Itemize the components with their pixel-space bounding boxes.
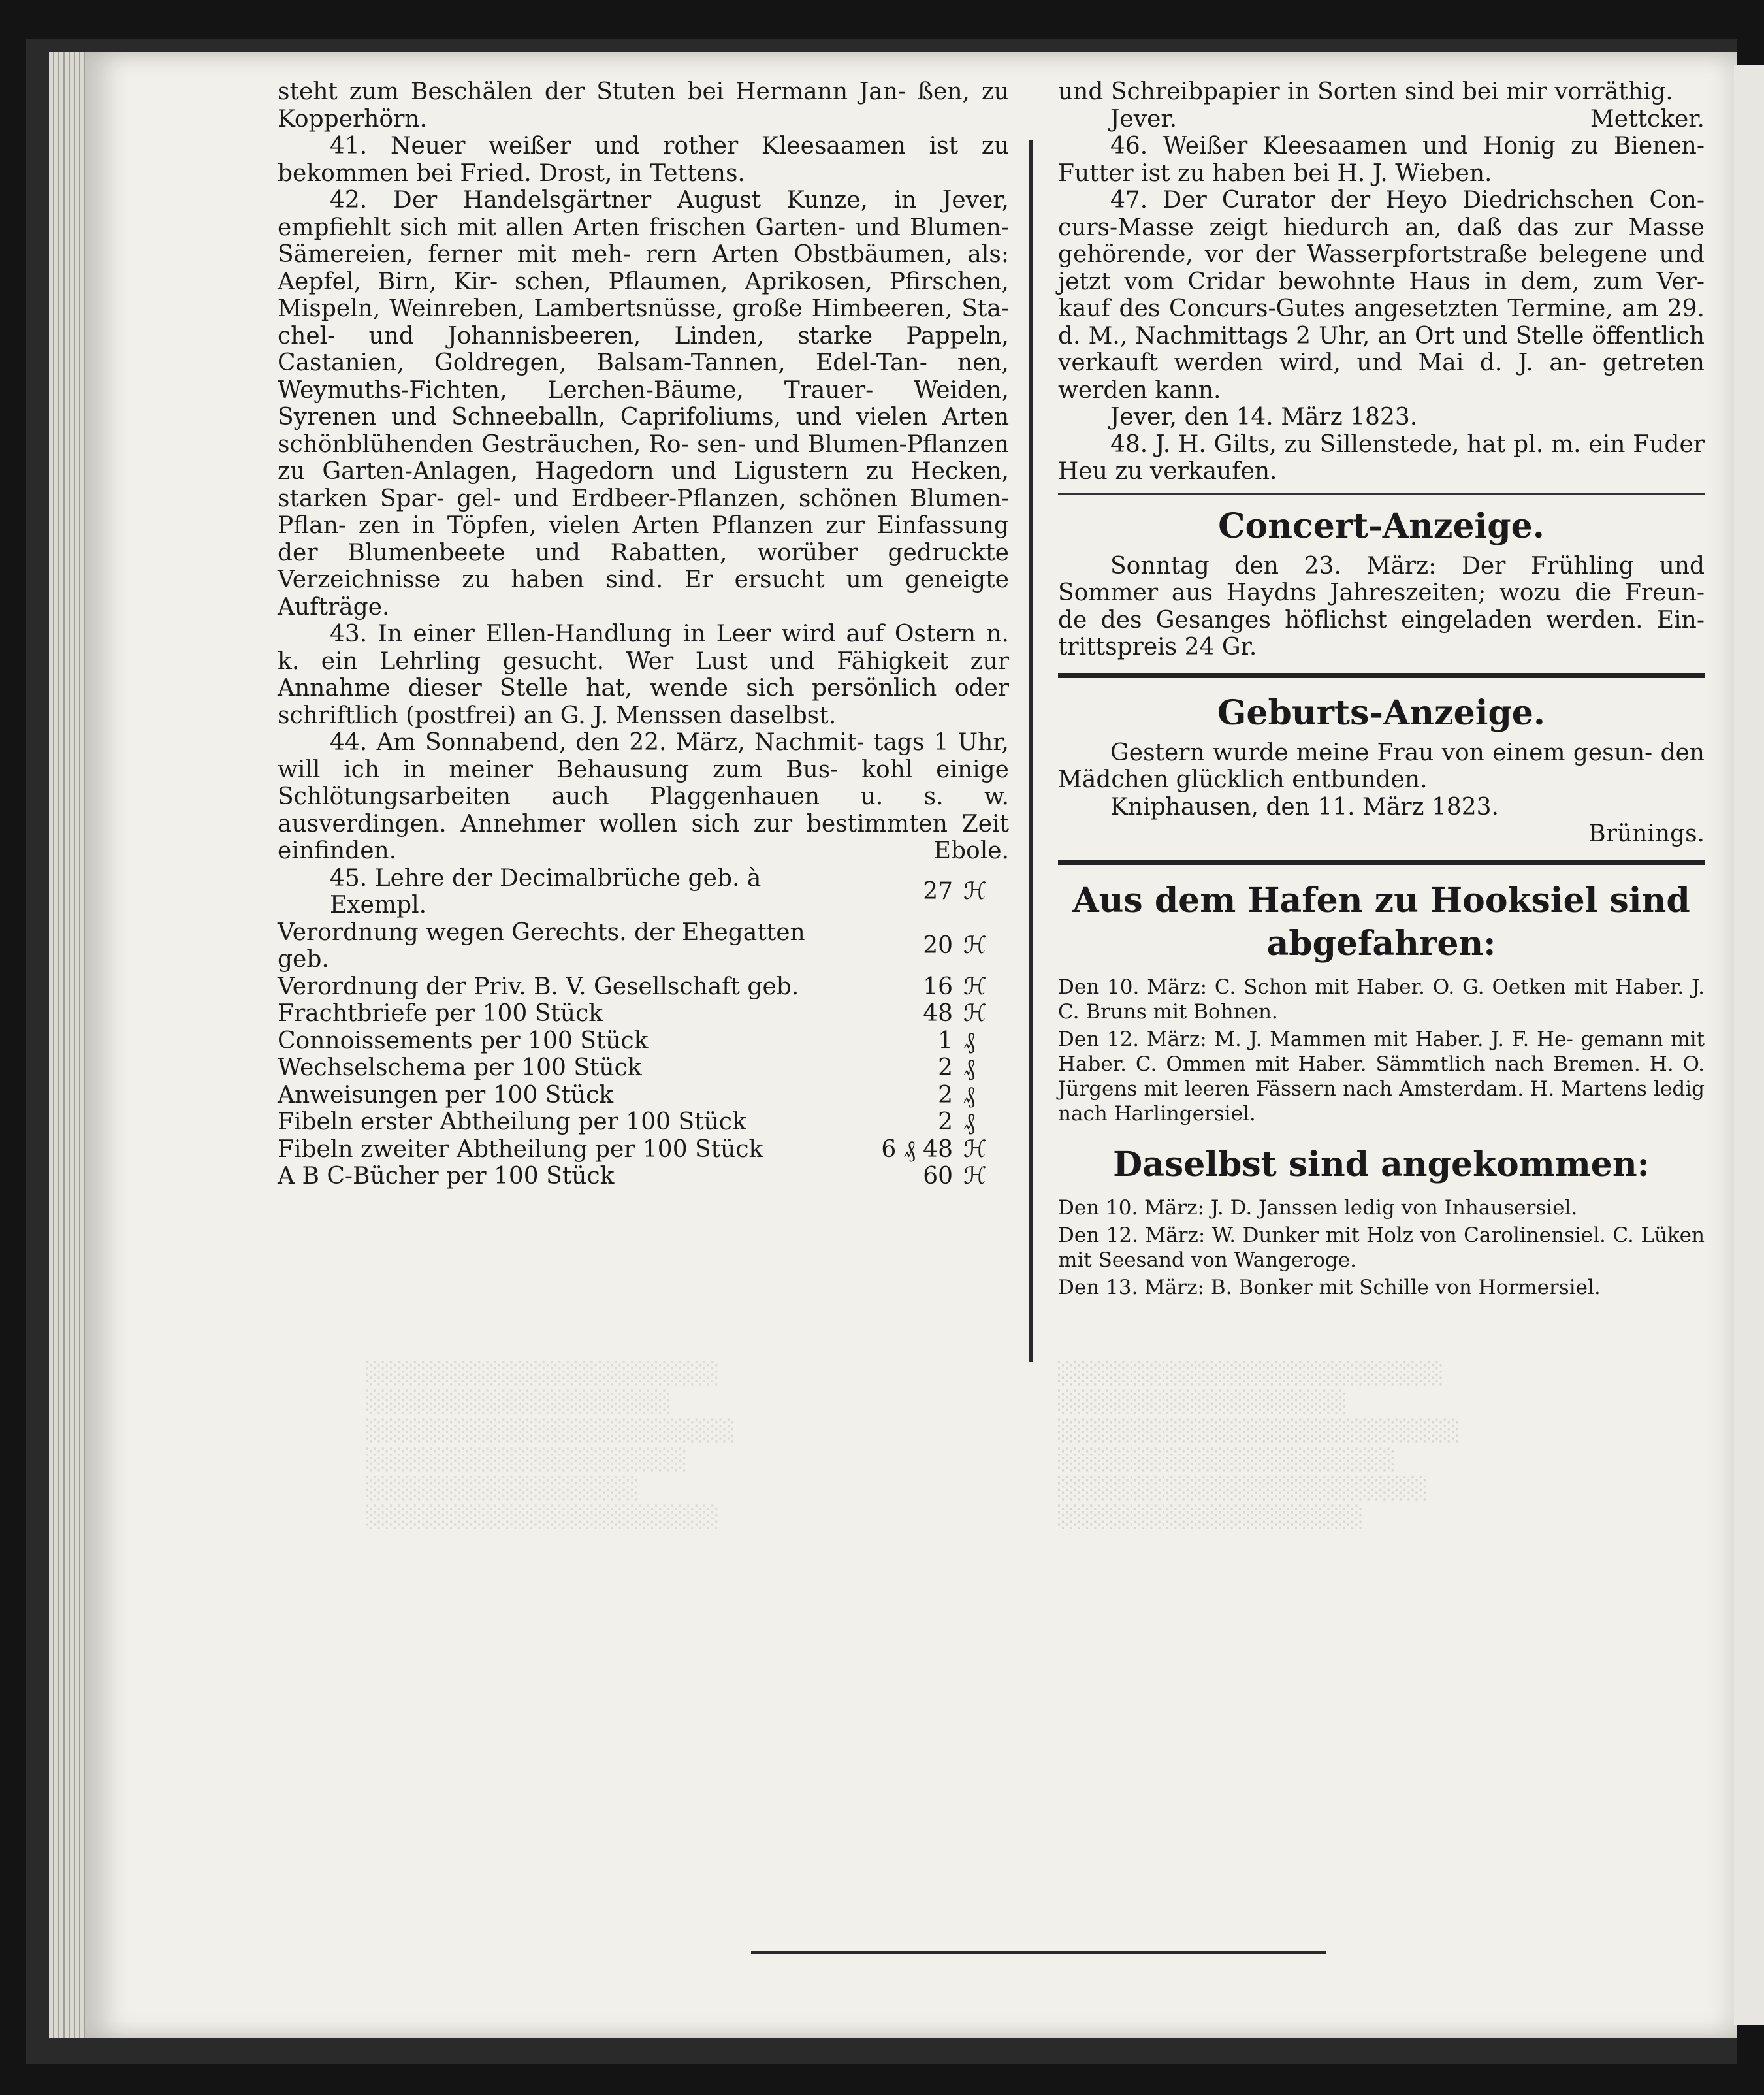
bottom-rule	[751, 1951, 1326, 1954]
price-item: Fibeln erster Abtheilung per 100 Stück	[278, 1109, 746, 1135]
departed-entry: Den 12. März: M. J. Mammen mit Haber. J. F. He- gemann mit Haber. C. Ommen mit Haber. Sämmtlich nach Bremen. H. O. Jürgens mit leeren Fässern nach Amsterdam. H. Martens ledig nach Harlingersiel.	[1058, 1027, 1705, 1126]
price-value: 48	[923, 1000, 953, 1027]
departed-heading: Aus dem Hafen zu Hooksiel sind abgefahren:	[1072, 880, 1690, 964]
price-item: 45. Lehre der Decimalbrüche geb. à Exempl.	[330, 864, 762, 918]
next-page-edge	[1734, 65, 1764, 2025]
price-value: 2	[938, 1109, 953, 1135]
price-item: Anweisungen per 100 Stück	[278, 1081, 614, 1109]
price-unit: ₰	[963, 1081, 975, 1109]
notice-45-place: Jever.	[1110, 105, 1178, 133]
price-value: 2	[938, 1054, 953, 1081]
price-unit: ℋ	[963, 932, 987, 960]
section-rule	[1058, 860, 1705, 865]
price-row	[278, 865, 1009, 919]
notice-45-continuation: und Schreibpapier in Sorten sind bei mir vorräthig.	[1058, 78, 1673, 105]
price-unit: ℋ	[963, 973, 987, 1000]
price-unit: ℋ	[963, 878, 987, 905]
bleed-through-text-left: ░░░░░░░░░░░░░░░░░░░░░░ ░░░░░░░░░░░░░░░░░░░ ░░░░░░░░░░░░░░░░░░░░░░░ ░░░░░░░░░░░░░░░░░░░░ ░░░░░░░░░░░░░░░░░ ░░░░░░░░░░░░░░░░░░░░░░	[366, 1361, 736, 1529]
notice-45-signature-line	[1058, 106, 1705, 133]
price-item: A B C-Bücher per 100 Stück	[278, 1163, 615, 1190]
price-value: 27	[923, 878, 953, 905]
price-row	[278, 1082, 1009, 1109]
arrived-list	[1058, 1195, 1705, 1300]
column-divider	[1029, 140, 1033, 1362]
birth-place: Kniphausen, den 11. März 1823.	[1110, 793, 1499, 820]
price-value: 60	[923, 1163, 953, 1190]
price-row	[278, 1000, 1009, 1028]
price-value: 6 ₰ 48	[881, 1135, 953, 1163]
notice-45-signature: Mettcker.	[1590, 105, 1705, 133]
departed-list	[1058, 975, 1705, 1126]
section-rule	[1058, 673, 1705, 678]
concert-text: Sonntag den 23. März: Der Frühling und Sommer aus Haydns Jahreszeiten; wozu die Freun- de des Gesanges höflichst eingeladen werden. Ein- trittspreis 24 Gr.	[1058, 552, 1705, 660]
price-item: Connoissements per 100 Stück	[278, 1027, 649, 1054]
birth-text: Gestern wurde meine Frau von einem gesun- den Mädchen glücklich entbunden.	[1058, 739, 1705, 793]
price-item: Wechselschema per 100 Stück	[278, 1054, 642, 1081]
notice-41: 41. Neuer weißer und rother Kleesaamen ist zu bekommen bei Fried. Drost, in Tettens.	[278, 133, 1009, 187]
price-value: 20	[923, 932, 953, 960]
price-row	[278, 973, 1009, 1001]
price-unit: ₰	[963, 1027, 975, 1054]
price-item: Verordnung der Priv. B. V. Gesellschaft geb.	[278, 973, 799, 1000]
departed-entry: Den 10. März: C. Schon mit Haber. O. G. Oetken mit Haber. J. C. Bruns mit Bohnen.	[1058, 975, 1705, 1024]
price-unit: ℋ	[963, 1163, 987, 1190]
notice-46: 46. Weißer Kleesaamen und Honig zu Bienen- Futter ist zu haben bei H. J. Wieben.	[1058, 133, 1705, 187]
arrived-entry: Den 10. März: J. D. Janssen ledig von Inhausersiel.	[1058, 1195, 1578, 1220]
price-row	[278, 1054, 1009, 1082]
arrived-entry: Den 12. März: W. Dunker mit Holz von Carolinensiel. C. Lüken mit Seesand von Wangeroge.	[1058, 1223, 1705, 1272]
page-edges	[49, 52, 88, 2038]
notice-44	[278, 729, 1009, 865]
notice-42: 42. Der Handelsgärtner August Kunze, in Jever, empfiehlt sich mit allen Arten frischen Garten- und Blumen-Sämereien, ferner mit meh- rern Arten Obstbäumen, als: Aepfel, Birn, Kir- schen, Pflaumen, Aprikosen, Pfirschen, Mispeln, Weinreben, Lambertsnüsse, große Himbeeren, Sta- chel- und Johannisbeeren, Linden, starke Pappeln, Castanien, Goldregen, Balsam-Tannen, Edel-Tan- nen, Weymuths-Fichten, Lerchen-Bäume, Trauer- Weiden, Syrenen und Schneeballn, Caprifoliums, und vielen Arten schönblühenden Gesträuchen, Ro- sen- und Blumen-Pflanzen zu Garten-Anlagen, Hagedorn und Ligustern zu Hecken, starken Spar- gel- und Erdbeer-Pflanzen, schönen Blumen-Pflan- zen in Töpfen, vielen Arten Pflanzen zur Einfassung der Blumenbeete und Rabatten, worüber gedruckte Verzeichnisse zu haben sind. Er ersucht um geneigte Aufträge.	[278, 187, 1009, 621]
concert-heading: Concert-Anzeige.	[1218, 506, 1545, 546]
arrived-heading: Daselbst sind angekommen:	[1113, 1144, 1650, 1184]
price-item: Verordnung wegen Gerechts. der Ehegatten geb.	[278, 918, 805, 973]
price-unit: ₰	[963, 1109, 975, 1135]
notice-44-signature: Ebole.	[933, 837, 1009, 864]
notice-43: 43. In einer Ellen-Handlung in Leer wird auf Ostern n. k. ein Lehrling gesucht. Wer Lust und Fähigkeit zur Annahme dieser Stelle hat, wende sich persönlich oder schriftlich (postfrei) an G. J. Menssen daselbst.	[278, 621, 1009, 729]
bleed-through-text-right: ░░░░░░░░░░░░░░░░░░░░░░░░ ░░░░░░░░░░░░░░░░░░ ░░░░░░░░░░░░░░░░░░░░░░░░░ ░░░░░░░░░░░░░░░░░░░░░ ░░░░░░░░░░░░░░░░░░░░░░░ ░░░░░░░░░░░░░░░░░░░	[1058, 1361, 1460, 1529]
birth-heading: Geburts-Anzeige.	[1217, 692, 1545, 733]
section-rule	[1058, 493, 1705, 495]
price-unit: ₰	[963, 1054, 975, 1081]
notice-47-date: Jever, den 14. März 1823.	[1110, 404, 1418, 430]
notice-48: 48. J. H. Gilts, zu Sillenstede, hat pl. m. ein Fuder Heu zu verkaufen.	[1058, 430, 1705, 485]
price-row	[278, 1028, 1009, 1055]
notice-45-price-list	[278, 865, 1009, 1190]
price-unit: ℋ	[963, 1135, 987, 1163]
notice-44-text: 44. Am Sonnabend, den 22. März, Nachmit- tags 1 Uhr, will ich in meiner Behausung zum Bus- kohl einige Schlötungsarbeiten auch Plaggenhauen u. s. w. ausverdingen. Annehmer wollen sich zur bestimmten Zeit einfinden.	[278, 729, 1009, 864]
price-value: 1	[938, 1027, 953, 1054]
notice-47: 47. Der Curator der Heyo Diedrichschen Con- curs-Masse zeigt hiedurch an, daß das zur Masse gehörende, vor der Wasserpfortstraße belegene und jetzt vom Cridar bewohnte Haus in dem, zum Ver- kauf des Concurs-Gutes angesetzten Termine, am 29. d. M., Nachmittags 2 Uhr, an Ort und Stelle öffentlich verkauft werden wird, und Mai d. J. an- getreten werden kann.	[1058, 187, 1705, 404]
price-row	[278, 1109, 1009, 1136]
price-item: Fibeln zweiter Abtheilung per 100 Stück	[278, 1135, 763, 1163]
price-row	[278, 1163, 1009, 1190]
arrived-entry: Den 13. März: B. Bonker mit Schille von Hormersiel.	[1058, 1275, 1601, 1299]
price-item: Frachtbriefe per 100 Stück	[278, 1000, 603, 1027]
left-column	[278, 78, 1009, 1190]
right-column	[1058, 78, 1705, 1303]
price-value: 2	[938, 1081, 953, 1109]
notice-40-continuation: steht zum Beschälen der Stuten bei Hermann Jan- ßen, zu Kopperhörn.	[278, 78, 1009, 133]
price-value: 16	[923, 973, 953, 1000]
price-unit: ℋ	[963, 1000, 987, 1027]
price-row	[278, 1136, 1009, 1163]
birth-signature: Brünings.	[1588, 820, 1705, 847]
price-row	[278, 919, 1009, 973]
